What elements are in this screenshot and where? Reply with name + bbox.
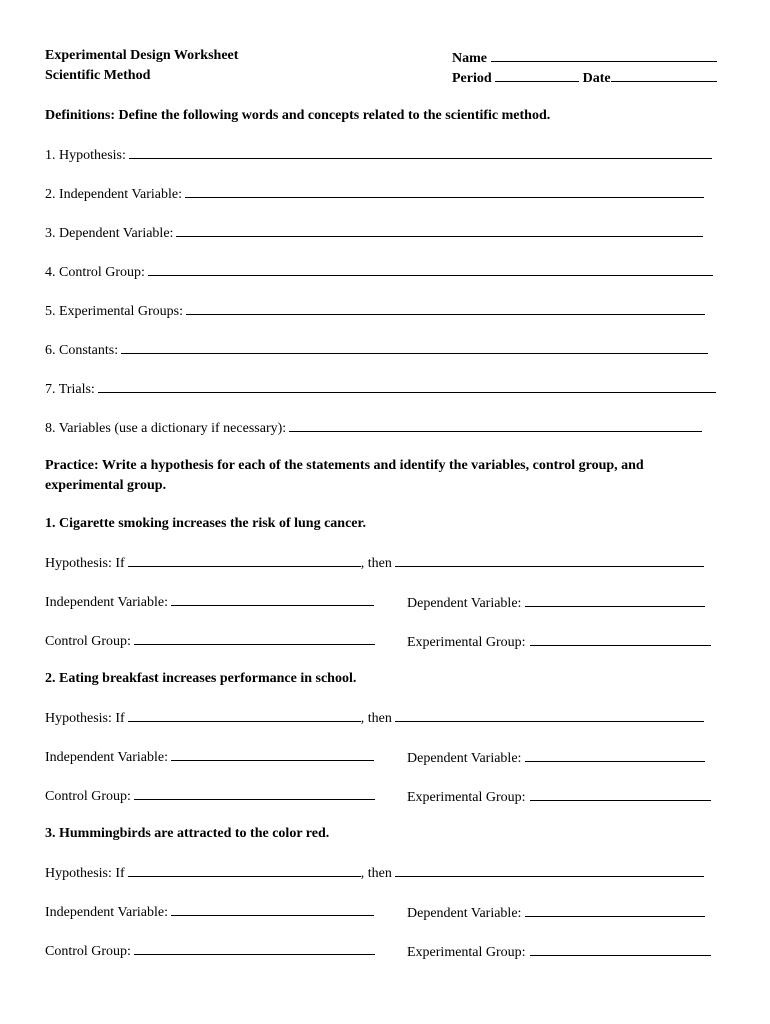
definition-label: 2. Independent Variable: xyxy=(45,187,182,202)
definition-blank[interactable] xyxy=(176,224,703,237)
worksheet-subtitle: Scientific Method xyxy=(45,68,151,83)
definition-row xyxy=(45,341,708,359)
experimental-group-row xyxy=(407,787,711,806)
control-group-label: Control Group: xyxy=(45,789,131,804)
hypothesis-if-blank[interactable] xyxy=(128,554,361,567)
dependent-variable-row xyxy=(407,748,705,767)
experimental-group-row xyxy=(407,942,711,961)
independent-variable-row xyxy=(45,593,374,611)
practice-statement: 1. Cigarette smoking increases the risk of lung cancer. xyxy=(45,516,366,531)
experimental-group-label: Experimental Group: xyxy=(407,635,526,650)
hypothesis-then-label: , then xyxy=(360,711,392,726)
definition-row xyxy=(45,263,713,281)
definition-row xyxy=(45,419,702,437)
hypothesis-then-blank[interactable] xyxy=(395,554,704,567)
hypothesis-label: Hypothesis: If xyxy=(45,866,125,881)
definition-label: 3. Dependent Variable: xyxy=(45,226,174,241)
independent-variable-label: Independent Variable: xyxy=(45,595,168,610)
control-group-blank[interactable] xyxy=(134,632,375,645)
definition-label: 4. Control Group: xyxy=(45,265,145,280)
hypothesis-row xyxy=(45,554,704,572)
definition-row xyxy=(45,146,712,164)
hypothesis-row xyxy=(45,709,704,727)
period-blank[interactable] xyxy=(495,68,579,82)
experimental-group-blank[interactable] xyxy=(530,942,711,956)
definition-blank[interactable] xyxy=(148,263,713,276)
date-blank[interactable] xyxy=(611,68,717,82)
experimental-group-label: Experimental Group: xyxy=(407,945,526,960)
hypothesis-if-blank[interactable] xyxy=(128,864,361,877)
dependent-variable-label: Dependent Variable: xyxy=(407,906,522,921)
dependent-variable-row xyxy=(407,903,705,922)
definition-blank[interactable] xyxy=(289,419,702,432)
dependent-variable-blank[interactable] xyxy=(525,593,705,607)
definition-row xyxy=(45,224,703,242)
hypothesis-label: Hypothesis: If xyxy=(45,556,125,571)
practice-statement: 2. Eating breakfast increases performance in school. xyxy=(45,671,357,686)
name-field xyxy=(452,48,717,67)
dependent-variable-row xyxy=(407,593,705,612)
hypothesis-then-label: , then xyxy=(360,556,392,571)
definition-label: 5. Experimental Groups: xyxy=(45,304,184,319)
hypothesis-then-label: , then xyxy=(360,866,392,881)
period-date-field xyxy=(452,68,717,87)
control-group-blank[interactable] xyxy=(134,942,375,955)
independent-variable-label: Independent Variable: xyxy=(45,750,168,765)
control-group-row xyxy=(45,787,375,805)
definition-row xyxy=(45,185,704,203)
independent-variable-blank[interactable] xyxy=(171,593,374,606)
independent-variable-row xyxy=(45,903,374,921)
hypothesis-then-blank[interactable] xyxy=(395,709,704,722)
experimental-group-blank[interactable] xyxy=(530,632,711,646)
experimental-group-label: Experimental Group: xyxy=(407,790,526,805)
definition-blank[interactable] xyxy=(121,341,708,354)
independent-variable-blank[interactable] xyxy=(171,903,374,916)
definition-blank[interactable] xyxy=(98,380,716,393)
independent-variable-blank[interactable] xyxy=(171,748,374,761)
definition-row xyxy=(45,380,716,398)
experimental-group-blank[interactable] xyxy=(530,787,711,801)
definition-blank[interactable] xyxy=(185,185,704,198)
hypothesis-then-blank[interactable] xyxy=(395,864,704,877)
period-label: Period xyxy=(452,71,492,86)
control-group-blank[interactable] xyxy=(134,787,375,800)
definition-blank[interactable] xyxy=(186,302,705,315)
control-group-row xyxy=(45,632,375,650)
independent-variable-row xyxy=(45,748,374,766)
name-label: Name xyxy=(452,51,487,66)
definition-label: 7. Trials: xyxy=(45,382,95,397)
definition-label: 8. Variables (use a dictionary if necessary): xyxy=(45,421,287,436)
definition-row xyxy=(45,302,705,320)
definition-label: 1. Hypothesis: xyxy=(45,148,126,163)
dependent-variable-label: Dependent Variable: xyxy=(407,751,522,766)
hypothesis-row xyxy=(45,864,704,882)
dependent-variable-blank[interactable] xyxy=(525,903,705,917)
practice-instruction-cont: experimental group. xyxy=(45,478,167,493)
experimental-group-row xyxy=(407,632,711,651)
definition-blank[interactable] xyxy=(129,146,712,159)
worksheet-title: Experimental Design Worksheet xyxy=(45,48,239,63)
hypothesis-label: Hypothesis: If xyxy=(45,711,125,726)
practice-statement: 3. Hummingbirds are attracted to the color red. xyxy=(45,826,330,841)
hypothesis-if-blank[interactable] xyxy=(128,709,361,722)
name-blank[interactable] xyxy=(491,48,717,62)
control-group-label: Control Group: xyxy=(45,634,131,649)
date-label: Date xyxy=(582,71,611,86)
dependent-variable-label: Dependent Variable: xyxy=(407,596,522,611)
practice-instruction: Practice: Write a hypothesis for each of the statements and identify the variables, control group, and xyxy=(45,458,644,473)
control-group-label: Control Group: xyxy=(45,944,131,959)
independent-variable-label: Independent Variable: xyxy=(45,905,168,920)
definition-label: 6. Constants: xyxy=(45,343,119,358)
control-group-row xyxy=(45,942,375,960)
definitions-instruction: Definitions: Define the following words and concepts related to the scientific method. xyxy=(45,108,551,123)
dependent-variable-blank[interactable] xyxy=(525,748,705,762)
